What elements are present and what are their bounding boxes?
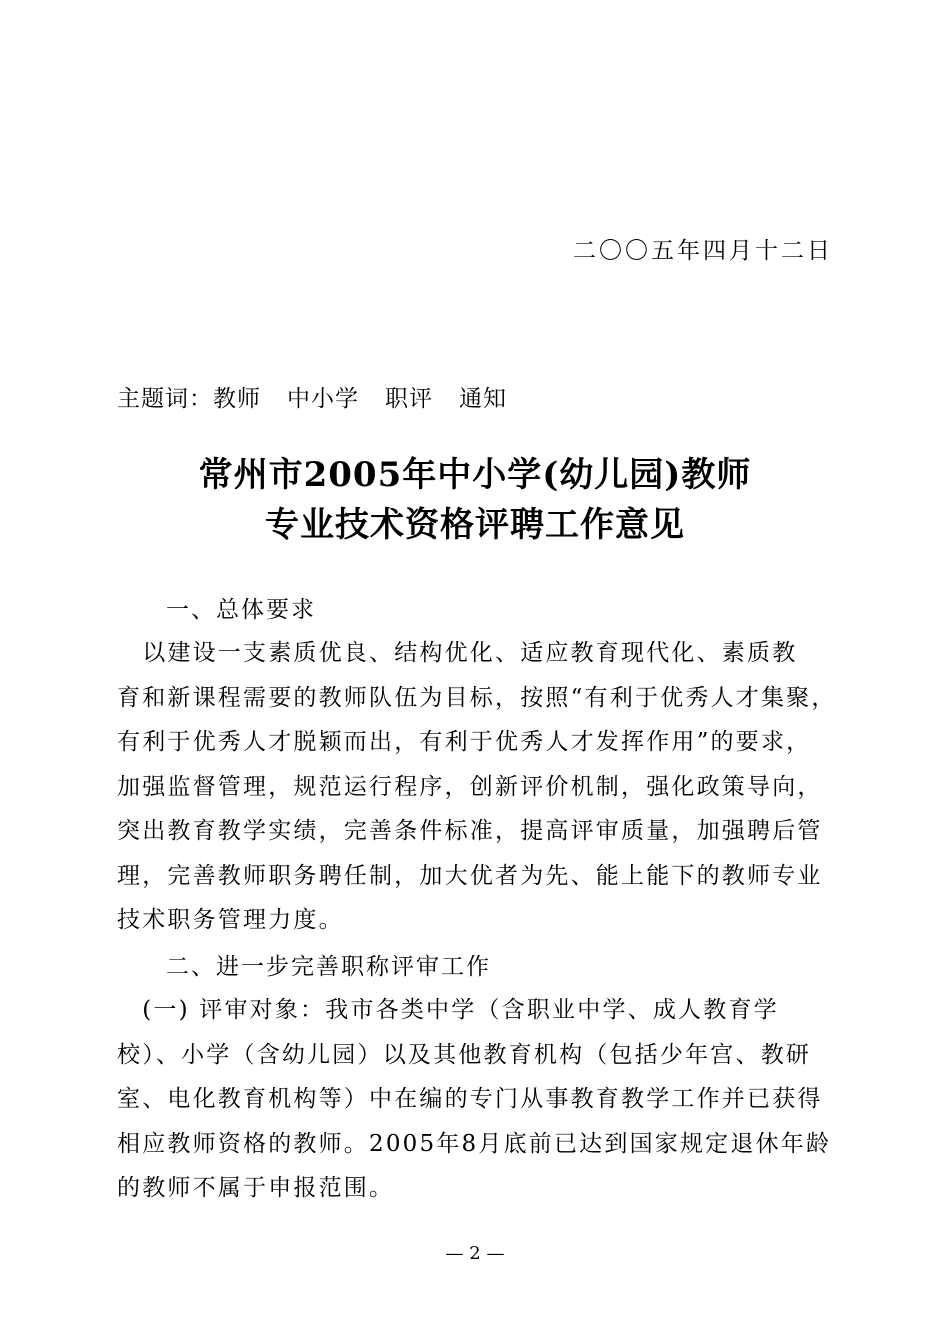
paragraph-line: 育和新课程需要的教师队伍为目标，按照“有利于优秀人才集聚， [117, 684, 837, 711]
keyword-item: 职评 [385, 386, 433, 412]
paragraph-line: 技术职务管理力度。 [117, 907, 344, 933]
paragraph-line: 有利于优秀人才脱颖而出，有利于优秀人才发挥作用”的要求， [117, 729, 812, 755]
paragraph-line: (一) 评审对象：我市各类中学（含职业中学、成人教育学 [117, 997, 779, 1023]
subject-keywords [117, 380, 533, 413]
paragraph-line: 理，完善教师职务聘任制，加大优者为先、能上能下的教师专业 [117, 862, 823, 889]
page-number: — 2 — [445, 1243, 505, 1264]
document-title-line-1: 常州市2005年中小学(幼儿园)教师 [198, 455, 752, 495]
paragraph-line: 相应教师资格的教师。2005年8月底前已达到国家规定退休年龄 [117, 1130, 832, 1157]
section-heading-title-review: 二、进一步完善职称评审工作 [166, 954, 491, 980]
section-2-paragraph [117, 988, 833, 1211]
document-title-line-2: 专业技术资格评聘工作意见 [265, 505, 685, 545]
paragraph-line: 加强监督管理，规范运行程序，创新评价机制，强化政策导向， [117, 773, 823, 800]
section-heading-overall-requirements: 一、总体要求 [166, 597, 316, 623]
keyword-item: 中小学 [287, 386, 359, 412]
paragraph-line: 突出教育教学实绩，完善条件标准，提高评审质量，加强聘后管 [117, 818, 823, 844]
keyword-item: 通知 [459, 386, 507, 412]
paragraph-line: 室、电化教育机构等）中在编的专门从事教育教学工作并已获得 [117, 1086, 823, 1112]
keywords-label: 主题词： [117, 386, 213, 412]
paragraph-line: 校）、小学（含幼儿园）以及其他教育机构（包括少年宫、教研 [117, 1041, 812, 1068]
paragraph-line: 以建设一支素质优良、结构优化、适应教育现代化、素质教 [117, 640, 798, 666]
paragraph-line: 的教师不属于申报范围。 [117, 1175, 395, 1201]
section-1-paragraph [117, 631, 837, 943]
document-date: 二〇〇五年四月十二日 [573, 238, 833, 264]
keyword-item: 教师 [213, 386, 261, 412]
